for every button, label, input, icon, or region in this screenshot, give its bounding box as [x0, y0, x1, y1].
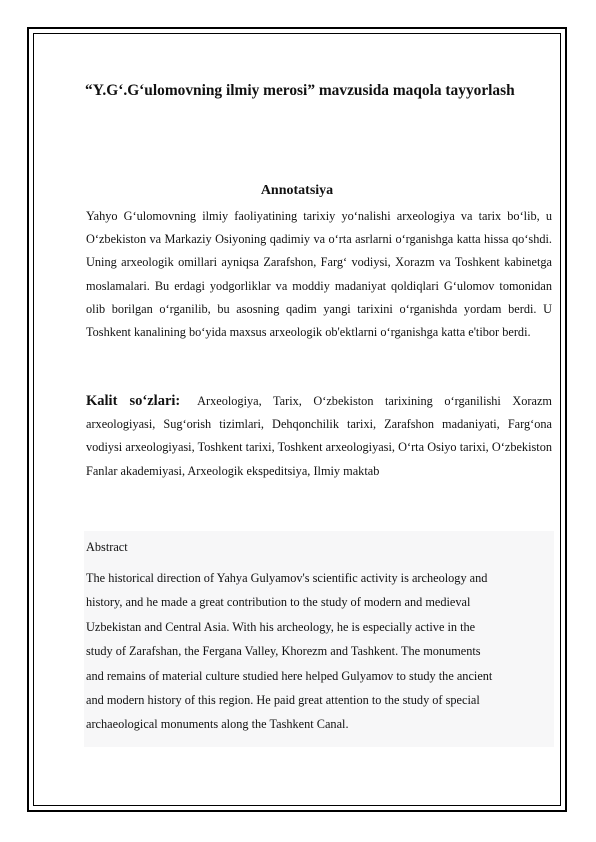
keywords-paragraph — [86, 390, 552, 483]
abstract-line: study of Zarafshan, the Fergana Valley, Khorezm and Tashkent. The monuments — [86, 644, 481, 659]
paper-title: “Y.G‘.G‘ulomovning ilmiy merosi” mavzusida maqola tayyorlash — [85, 82, 515, 99]
abstract-line: history, and he made a great contribution to the study of modern and medieval — [86, 595, 471, 610]
abstract-body — [86, 566, 548, 737]
annotation-body: Yahyo G‘ulomovning ilmiy faoliyatining tarixiy yo‘nalishi arxeologiya va tarix bo‘lib, u O‘zbekiston va Markaziy Osiyoning qadimiy va o‘rta asrlarni o‘rganishga katta hissa qo‘shdi. Uning arxeologik omillari ayniqsa Zarafshon, Farg‘ vodiysi, Xorazm va Toshkent kabinetga moslamalari. Bu erdagi yodgorliklar va moddiy madaniyat qoldiqlari G‘ulomov tomonidan olib borilgan o‘rganilib, bu asosning qadim yangi tarixini o‘rganishda yordam berdi. U Toshkent kanalining bo‘yida maxsus arxeologik ob'ektlarni o‘rganishga katta e'tibor berdi. — [86, 209, 552, 340]
abstract-heading: Abstract — [86, 540, 128, 554]
abstract-line: archaeological monuments along the Tashkent Canal. — [86, 717, 349, 732]
abstract-line: The historical direction of Yahya Gulyamov's scientific activity is archeology and — [86, 571, 488, 585]
annotation-heading-text: Annotatsiya — [260, 183, 334, 198]
abstract-line: and remains of material culture studied here helped Gulyamov to study the ancient — [86, 668, 493, 683]
keywords-label: Kalit so‘zlari: — [86, 393, 181, 409]
keywords-text: Arxeologiya, Tarix, O‘zbekiston tarixining o‘rganilishi Xorazm arxeologiyasi, Sug‘orish tizimlari, Dehqonchilik tarixi, Zarafshon madaniyati, Farg‘ona vodiysi arxeologiyasi, Toshkent tarixi, Toshkent arxeologiyasi, O‘rta Osiyo tarixi, O‘zbekiston Fanlar akademiyasi, Arxeologik ekspeditsiya, Ilmiy maktab — [86, 394, 552, 478]
annotation-heading — [0, 183, 596, 199]
abstract-line: Uzbekistan and Central Asia. With his archeology, he is especially active in the — [86, 619, 476, 634]
abstract-line: and modern history of this region. He paid great attention to the study of special — [86, 693, 480, 708]
